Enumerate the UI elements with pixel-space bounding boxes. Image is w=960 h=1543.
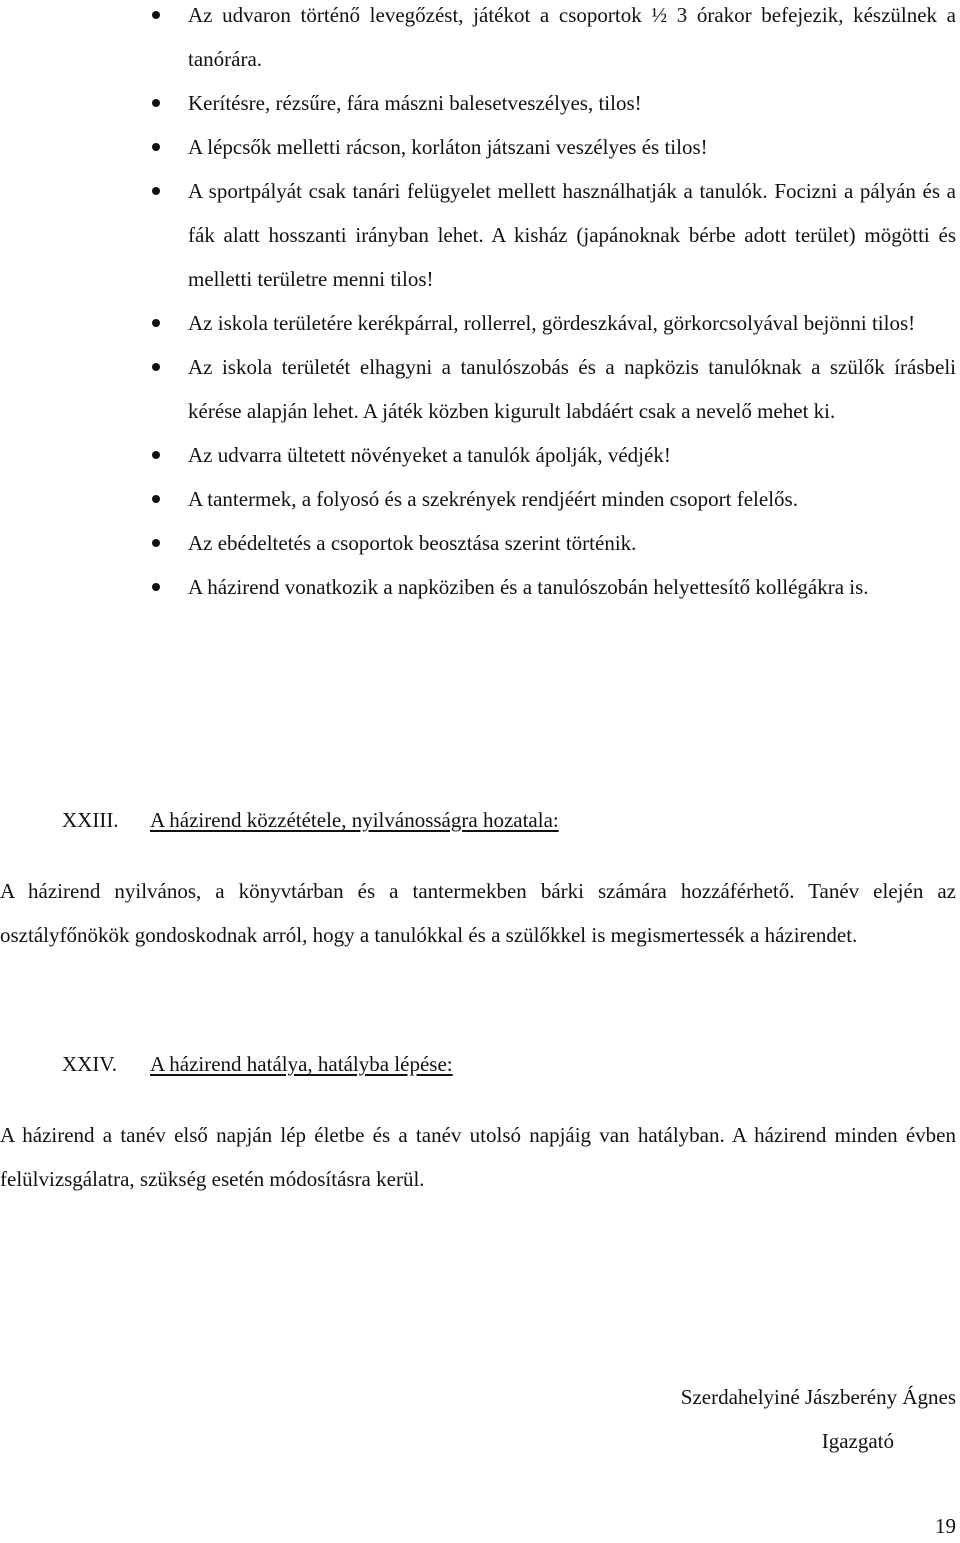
rules-bullet-list bbox=[0, 0, 960, 609]
page-number: 19 bbox=[935, 1514, 956, 1538]
bullet-icon bbox=[152, 363, 160, 371]
section-title: A házirend közzététele, nyilvánosságra hozatala: bbox=[150, 808, 559, 832]
section-number: XXIII. bbox=[62, 808, 119, 832]
bullet-icon bbox=[152, 495, 160, 503]
bullet-icon bbox=[152, 99, 160, 107]
bullet-icon bbox=[152, 187, 160, 195]
bullet-icon bbox=[152, 451, 160, 459]
bullet-icon bbox=[152, 319, 160, 327]
section-paragraph-xxiii: A házirend nyilvános, a könyvtárban és a tantermekben bárki számára hozzáférhető. Tanév elején az osztályfőnökök gondoskodnak arról, hogy a tanulókkal és a szülőkkel is megismertessék a házirendet. bbox=[0, 879, 956, 947]
list-item: Az iskola területére kerékpárral, rollerrel, gördeszkával, görkorcsolyával bejönni tilos! bbox=[0, 301, 960, 345]
list-item: Az udvarra ültetett növényeket a tanulók ápolják, védjék! bbox=[0, 433, 960, 477]
section-paragraph-xxiv: A házirend a tanév első napján lép életbe és a tanév utolsó napjáig van hatályban. A házirend minden évben felülvizsgálatra, szükség esetén módosításra kerül. bbox=[0, 1123, 956, 1191]
section-heading-xxiv bbox=[62, 1042, 453, 1086]
list-item: Az ebédeltetés a csoportok beosztása szerint történik. bbox=[0, 521, 960, 565]
bullet-icon bbox=[152, 11, 160, 19]
list-item: Kerítésre, rézsűre, fára mászni balesetveszélyes, tilos! bbox=[0, 81, 960, 125]
section-title: A házirend hatálya, hatályba lépése: bbox=[150, 1052, 453, 1076]
section-heading-xxiii bbox=[62, 798, 559, 842]
signature-name: Szerdahelyiné Jászberény Ágnes bbox=[680, 1385, 956, 1409]
section-number: XXIV. bbox=[62, 1052, 118, 1076]
list-item: Az udvaron történő levegőzést, játékot a csoportok ½ 3 órakor befejezik, készülnek a tanórára. bbox=[0, 0, 960, 81]
bullet-icon bbox=[152, 143, 160, 151]
signature-role: Igazgató bbox=[821, 1429, 894, 1453]
list-item: A házirend vonatkozik a napköziben és a tanulószobán helyettesítő kollégákra is. bbox=[0, 565, 960, 609]
list-item: A sportpályát csak tanári felügyelet mellett használhatják a tanulók. Focizni a pályán és a fák alatt hosszanti irányban lehet. A kisház (japánoknak bérbe adott terület) mögötti és melletti területre menni tilos! bbox=[0, 169, 960, 301]
list-item: Az iskola területét elhagyni a tanulószobás és a napközis tanulóknak a szülők írásbeli kérése alapján lehet. A játék közben kigurult labdáért csak a nevelő mehet ki. bbox=[0, 345, 960, 433]
list-item: A lépcsők melletti rácson, korláton játszani veszélyes és tilos! bbox=[0, 125, 960, 169]
bullet-icon bbox=[152, 583, 160, 591]
bullet-icon bbox=[152, 539, 160, 547]
list-item: A tantermek, a folyosó és a szekrények rendjéért minden csoport felelős. bbox=[0, 477, 960, 521]
